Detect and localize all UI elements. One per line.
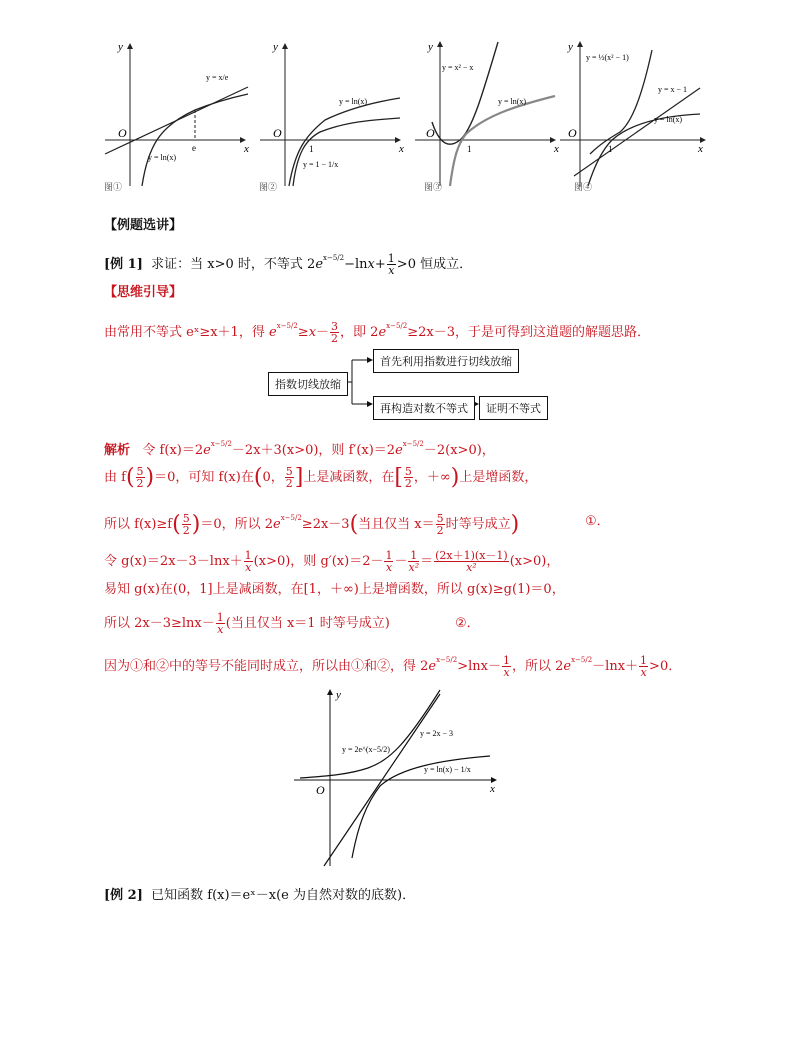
fig1-o: O <box>118 126 127 140</box>
fig4-quad-curve <box>590 50 652 154</box>
fig1-caption: 图① <box>104 182 123 192</box>
svg-text:x: x <box>399 143 404 155</box>
svg-text:y = ln(x): y = ln(x) <box>654 115 683 124</box>
fig3-parabola <box>432 42 498 144</box>
fig1-tangent-label: y = x/e <box>206 73 229 82</box>
solution-line-7: 因为①和②中的等号不能同时成立，所以由①和②，得 $2e^{x-5/2}>\ln x-$ $\frac{1}{x}$ ，所以 $2e^{x-5/2}-\ln x+$ $\frac{1}{x}$ >0． <box>104 654 682 679</box>
svg-text:y = ln(x): y = ln(x) <box>339 97 368 106</box>
svg-text:图②: 图② <box>259 182 278 192</box>
svg-text:O: O <box>426 126 435 140</box>
figure-1 <box>104 41 249 192</box>
figure-3 <box>415 41 559 192</box>
svg-text:O: O <box>273 126 282 140</box>
figures-row <box>100 36 710 196</box>
example-1-statement: [例 1] 求证：当 x>0 时，不等式 $2e^{x-5/2}-\ln x+$ $\frac{1}{x}$ >0 恒成立． <box>104 252 473 277</box>
figure-2 <box>259 41 404 192</box>
flow-root-box: 指数切线放缩 <box>268 372 348 396</box>
fig3-ln-curve <box>450 96 555 186</box>
fig1-tangent-line <box>105 87 248 154</box>
svg-text:y: y <box>568 41 573 53</box>
section-title: 【例题选讲】 <box>104 218 183 233</box>
circle-1: ①． <box>585 514 610 529</box>
svg-text:y: y <box>428 41 433 53</box>
solution-line-4: 令 g(x)＝2x－3－lnx＋ $\frac{1}{x}$ (x>0)，则 g′(x)＝2－ $\frac{1}{x}$ － $\frac{1}{\text{x²}}$ ＝ $\frac{(2x+1)(x-1)}{\text{x²}}$ (x>0)， <box>104 549 560 574</box>
fig1-curve-label: y = ln(x) <box>148 153 177 162</box>
svg-text:y: y <box>336 689 341 701</box>
example-1-tag: [例 1] <box>104 257 143 272</box>
svg-text:y = ½(x² − 1): y = ½(x² − 1) <box>586 53 629 62</box>
svg-text:y = x² − x: y = x² − x <box>442 63 474 72</box>
svg-text:y = ln(x): y = ln(x) <box>498 97 527 106</box>
fig2-ln-curve <box>289 98 400 186</box>
flow-mid-box: 再构造对数不等式 <box>373 396 475 420</box>
svg-text:1: 1 <box>467 144 472 154</box>
solution-line-2: 由 f( $\frac{5}{2}$ )＝0，可知 f(x)在(0， $\frac{5}{2}$ ]上是减函数，在[ $\frac{5}{2}$ ，＋∞)上是增函数， <box>104 465 538 490</box>
svg-text:y = ln(x) − 1/x: y = ln(x) − 1/x <box>424 765 471 774</box>
svg-text:x: x <box>490 783 495 795</box>
fig5-exp-curve <box>300 690 440 778</box>
example-2-tag: [例 2] <box>104 888 143 903</box>
svg-text:图④: 图④ <box>574 182 593 192</box>
solution-line-5: 易知 g(x)在(0，1]上是减函数，在[1，＋∞)上是增函数，所以 g(x)≥g(1)＝0， <box>104 582 565 597</box>
solution-line-6: 所以 2x－3≥lnx－ $\frac{1}{x}$ (当且仅当 x＝1 时等号成立) <box>104 611 390 636</box>
solution-line-3: 所以 f(x)≥f( $\frac{5}{2}$ )＝0，所以 $2e^{x-5/2}\ge 2x-3$(当且仅当 x＝ $\frac{5}{2}$ 时等号成立) <box>104 512 520 537</box>
figure-5 <box>290 686 510 871</box>
svg-text:y = x − 1: y = x − 1 <box>658 85 688 94</box>
solution-line-1: 解析 令 $f(x)=2e^{x-5/2}-2x+3(x>0)$，则 $f'(x)=2e^{x-5/2}-2(x>0)$， <box>104 440 495 458</box>
svg-text:y: y <box>273 41 278 53</box>
solution-label: 解析 <box>104 443 131 458</box>
thinking-text: 由常用不等式 eˣ≥x＋1，得 $e^{x-5/2}\ge x-$ $\frac{3}{2}$ ，即 $2e^{x-5/2}\ge 2x-3$，于是可得到这道题的解题思路． <box>104 320 651 345</box>
fig1-x: x <box>244 143 249 155</box>
circle-2: ②． <box>455 616 480 631</box>
svg-text:x: x <box>698 143 703 155</box>
svg-text:x: x <box>554 143 559 155</box>
svg-text:O: O <box>316 783 325 797</box>
figure-4 <box>560 41 705 192</box>
fig4-line <box>574 88 700 176</box>
example-2-statement: [例 2] 已知函数 f(x)＝eˣ－x(e 为自然对数的底数)． <box>104 888 416 903</box>
svg-text:y = 2x − 3: y = 2x − 3 <box>420 729 454 738</box>
flow-end-box: 证明不等式 <box>479 396 548 420</box>
flow-top-box: 首先利用指数进行切线放缩 <box>373 349 519 373</box>
svg-text:1: 1 <box>608 144 613 154</box>
svg-text:1: 1 <box>309 144 314 154</box>
svg-text:y = 2e^(x−5/2): y = 2e^(x−5/2) <box>342 745 390 754</box>
fig1-tick-e: e <box>192 143 196 153</box>
thinking-title: 【思维引导】 <box>104 285 183 300</box>
svg-text:y = 1 − 1/x: y = 1 − 1/x <box>303 160 339 169</box>
fig4-ln-curve <box>588 114 700 186</box>
svg-text:图③: 图③ <box>424 182 443 192</box>
svg-text:O: O <box>568 126 577 140</box>
fig1-y: y <box>118 41 123 53</box>
